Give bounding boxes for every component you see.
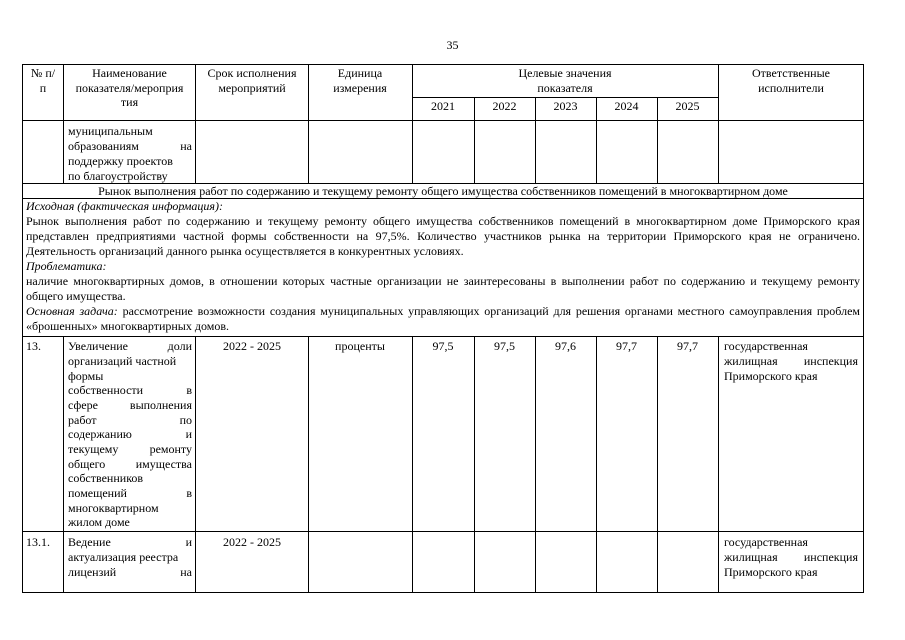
header-bottom-line — [22, 120, 864, 121]
row-13-name-line: сфере выполнения — [68, 398, 192, 412]
col-divider-num — [63, 64, 64, 183]
table-border-top — [22, 64, 864, 65]
table-border-bottom — [22, 592, 864, 593]
row-13-1-name-line: актуализация реестра — [68, 550, 179, 564]
col-divider-target-lower — [718, 336, 719, 592]
page-number: 35 — [446, 38, 459, 52]
col-divider-num-lower — [63, 336, 64, 592]
section-text-bottom-line — [22, 336, 864, 337]
row-13-name-line: Увеличение доли — [68, 339, 192, 353]
section-body — [26, 199, 860, 334]
row-13-name-line: формы — [68, 369, 104, 383]
task-text: рассмотрение возможности создания муниципальных управляющих организаций для решения органами местного самоуправления проблем «брошенных» многоквартирных домов. — [26, 304, 861, 333]
row-13-term: 2022 - 2025 — [223, 339, 281, 353]
row-13-bottom-line — [22, 531, 864, 532]
row-13-1-name-line: Ведение и — [68, 535, 192, 549]
problem-label: Проблематика: — [26, 259, 107, 273]
col-divider-2022-lower — [535, 336, 536, 592]
header-year-2021: 2021 — [431, 99, 455, 113]
header-term: Срок исполнения мероприятий — [207, 66, 297, 95]
header-year-2022: 2022 — [492, 99, 517, 113]
row-13-value-2022: 97,5 — [494, 339, 515, 353]
row-13-value-2025: 97,7 — [677, 339, 698, 353]
row-13-unit: проценты — [335, 339, 385, 353]
row-13-name-line: содержанию и — [68, 427, 192, 441]
row-13-name-line: многоквартирном — [68, 501, 159, 515]
task-label: Основная задача: — [26, 304, 118, 318]
row-13-1-resp-line: жилищная инспекция — [724, 550, 858, 564]
col-divider-2021-lower — [474, 336, 475, 592]
row-13-name-line: собственников — [68, 471, 144, 485]
continued-row-name-line: поддержку проектов — [68, 154, 173, 168]
header-unit: Единица измерения — [333, 66, 387, 95]
row-13-resp-line: государственная — [724, 339, 808, 353]
row-13-1-resp-line: государственная — [724, 535, 808, 549]
header-resp: Ответственные исполнители — [752, 66, 830, 95]
section-title: Рынок выполнения работ по содержанию и текущему ремонту общего имущества собственников помещений в многоквартирном доме — [98, 184, 788, 198]
table-border-left — [22, 64, 23, 592]
col-divider-term — [308, 64, 309, 183]
col-divider-unit — [412, 64, 413, 183]
year-header-divider — [412, 97, 718, 98]
continued-row-name-line: муниципальным — [68, 124, 153, 138]
row-13-1-num: 13.1. — [26, 535, 50, 549]
row-13-resp-line: Приморского края — [724, 369, 818, 383]
row-13-1-resp-line: Приморского края — [724, 565, 818, 579]
col-divider-2024-lower — [657, 336, 658, 592]
row-13-resp-line: жилищная инспекция — [724, 354, 858, 368]
continued-row-name-line: по благоустройству — [68, 169, 168, 183]
row-13-1-name-line: лицензий на — [68, 565, 192, 579]
header-target: Целевые значения показателя — [518, 66, 612, 95]
source-label: Исходная (фактическая информация): — [26, 199, 223, 213]
row-13-name-line: работ по — [68, 413, 192, 427]
row-13-num: 13. — [26, 339, 41, 353]
row-13-name-line: текущему ремонту — [68, 442, 192, 456]
col-divider-name — [195, 64, 196, 183]
source-text: Рынок выполнения работ по содержанию и текущему ремонту общего имущества собственников помещений в многоквартирном доме Приморского края представлен предприятиями частной формы собственности на 97,5%. Количество участников рынка на территории Приморского края не ограничено. Деятельность организаций данного рынка осуществляется в конкурентных условиях. — [26, 214, 860, 258]
col-divider-name-lower — [195, 336, 196, 592]
row-13-value-2024: 97,7 — [616, 339, 637, 353]
col-divider-2023-lower — [596, 336, 597, 592]
row-13-value-2023: 97,6 — [555, 339, 576, 353]
row-13-name-line: собственности в — [68, 383, 192, 397]
header-name: Наименование показателя/мероприя тия — [75, 66, 184, 109]
row-13-1-term: 2022 - 2025 — [223, 535, 281, 549]
task-paragraph — [26, 304, 860, 334]
row-13-name-line: организаций частной — [68, 354, 177, 368]
col-divider-unit-lower — [412, 336, 413, 592]
row-13-value-2021: 97,5 — [432, 339, 454, 353]
row-13-name-line: помещений в — [68, 486, 192, 500]
continued-row-name-line: образованиям на — [68, 139, 192, 153]
header-year-2024: 2024 — [614, 99, 639, 113]
header-year-2025: 2025 — [675, 99, 700, 113]
table-border-right — [863, 64, 864, 592]
col-divider-term-lower — [308, 336, 309, 592]
row-13-name-line: жилом доме — [68, 515, 130, 529]
row-13-name-line: общего имущества — [68, 457, 192, 471]
header-num: № п/п — [30, 66, 56, 95]
col-divider-target — [718, 64, 719, 183]
problem-text: наличие многоквартирных домов, в отношении которых частные организации не заинтересованы в выполнении работ по содержанию и текущему ремонту общего имущества. — [26, 274, 860, 303]
header-year-2023: 2023 — [553, 99, 578, 113]
